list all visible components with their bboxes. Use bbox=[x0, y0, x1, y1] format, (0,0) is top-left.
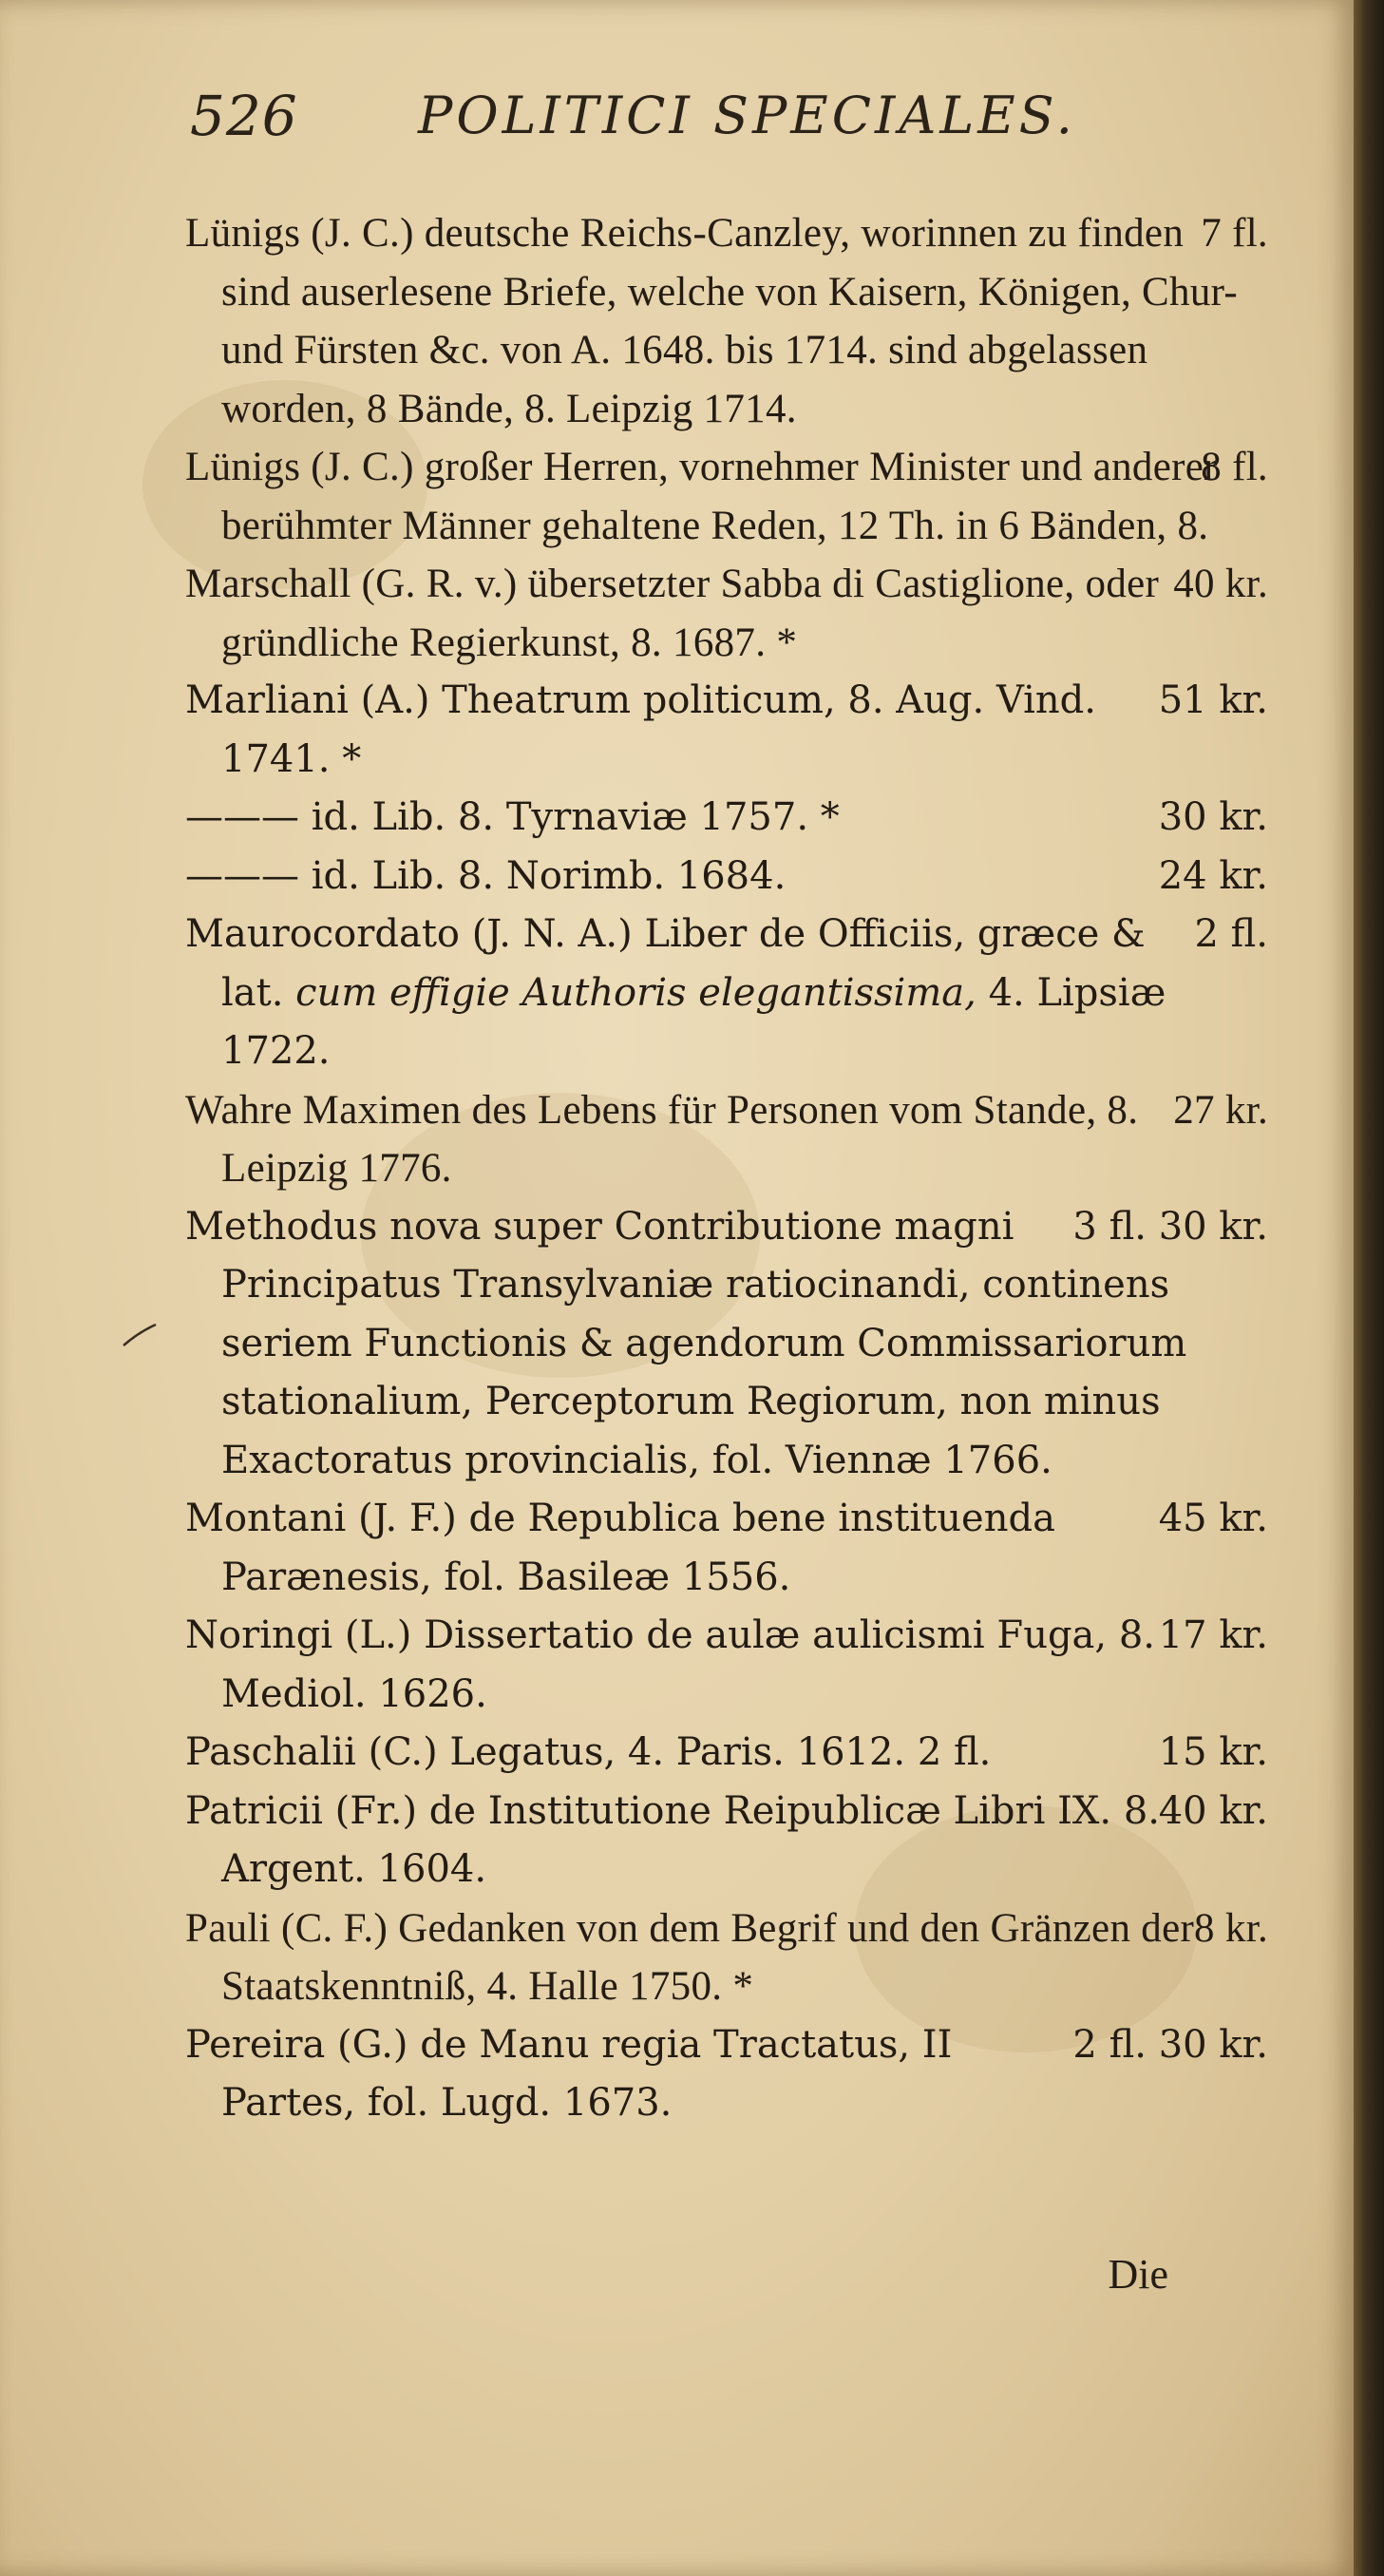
entry-text: Marliani (A.) Theatrum politicum, 8. Aug. Vind. 1741. * bbox=[185, 678, 1097, 781]
entry-italic-note: cum effigie Authoris elegantissima, bbox=[295, 970, 976, 1015]
ink-mark-icon bbox=[122, 1321, 160, 1349]
catalog-entry bbox=[185, 1607, 1268, 1724]
catalog-entry bbox=[185, 555, 1268, 672]
entry-text: Wahre Maximen des Lebens für Personen vom Stande, 8. Leipzig 1776. bbox=[185, 1087, 1139, 1191]
entry-price: 3 fl. 30 kr. bbox=[1072, 1204, 1268, 1249]
entry-text: Lünigs (J. C.) deutsche Reichs-Canzley, worinnen zu finden sind auserlesene Briefe, welche von Kaisern, Königen, Chur- und Fürsten &c. von A. 1648. bis 1714. sind abgelassen worden, 8 Bände, 8. Leipzig 1714. bbox=[185, 211, 1239, 431]
catalog-entry bbox=[185, 1783, 1268, 1899]
entry-text: Paschalii (C.) Legatus, 4. Paris. 1612. 2 fl. bbox=[185, 1730, 992, 1774]
book-edge bbox=[1354, 0, 1384, 2576]
entry-price: 15 kr. bbox=[1158, 1730, 1268, 1774]
catalog-entry bbox=[185, 1899, 1268, 2016]
entry-price: 30 kr. bbox=[1158, 795, 1268, 839]
entry-price: 40 kr. bbox=[1173, 562, 1268, 606]
entry-price: 24 kr. bbox=[1158, 853, 1268, 898]
entry-price: 51 kr. bbox=[1158, 678, 1268, 722]
entry-text: ——— id. Lib. 8. Norimb. 1684. bbox=[185, 853, 787, 898]
entry-text: Lünigs (J. C.) großer Herren, vornehmer Minister und anderer berühmter Männer gehaltene Reden, 12 Th. in 6 Bänden, 8. bbox=[185, 445, 1218, 548]
catalog-entry bbox=[185, 2016, 1268, 2133]
entry-price: 8 kr. bbox=[1194, 1905, 1268, 1951]
catalog-entry bbox=[185, 1490, 1268, 1607]
entry-price: 27 kr. bbox=[1173, 1087, 1268, 1133]
catalog-entry bbox=[185, 1081, 1268, 1198]
catalog-entry bbox=[185, 204, 1268, 438]
catalog-entry bbox=[185, 438, 1268, 555]
catalog-entries bbox=[185, 204, 1268, 2133]
page-number: 526 bbox=[190, 84, 298, 148]
catalog-entry bbox=[185, 672, 1268, 789]
entry-text: Methodus nova super Contributione magni Principatus Transylvaniæ ratiocinandi, continens seriem Functionis & agendorum Commissariorum stationalium, Perceptorum Regiorum, non minus Exactoratus provincialis, fol. Viennæ 1766. bbox=[185, 1204, 1187, 1482]
entry-price: 8 fl. bbox=[1201, 445, 1268, 489]
catalog-entry bbox=[185, 1724, 1268, 1783]
entry-price: 17 kr. bbox=[1158, 1613, 1268, 1657]
entry-text: ——— id. Lib. 8. Tyrnaviæ 1757. * bbox=[185, 795, 840, 839]
entry-text: Maurocordato (J. N. A.) Liber de Officiis, græce & lat. bbox=[185, 912, 1146, 1015]
entry-text-after: 4. Lipsiæ 1722. bbox=[221, 970, 1166, 1073]
catalog-entry bbox=[185, 1198, 1268, 1491]
entry-text: Patricii (Fr.) de Institutione Reipublicæ Libri IX. 8. Argent. 1604. bbox=[185, 1788, 1160, 1891]
entry-price: 7 fl. bbox=[1201, 211, 1268, 256]
entry-text: Montani (J. F.) de Republica bene instituenda Parænesis, fol. Basileæ 1556. bbox=[185, 1497, 1055, 1599]
entry-text: Pauli (C. F.) Gedanken von dem Begrif und den Gränzen der Staatskenntniß, 4. Halle 1750. * bbox=[185, 1905, 1195, 2009]
entry-price: 45 kr. bbox=[1158, 1497, 1268, 1540]
entry-price: 2 fl. 30 kr. bbox=[1072, 2022, 1268, 2067]
catalog-entry bbox=[185, 906, 1268, 1081]
entry-text: Pereira (G.) de Manu regia Tractatus, II Partes, fol. Lugd. 1673. bbox=[185, 2022, 953, 2125]
catalog-entry bbox=[185, 848, 1268, 906]
catalog-entry bbox=[185, 789, 1268, 848]
running-head: POLITICI SPECIALES. bbox=[418, 86, 1076, 145]
entry-text: Noringi (L.) Dissertatio de aulæ aulicismi Fuga, 8. Mediol. 1626. bbox=[185, 1613, 1155, 1716]
catchword: Die bbox=[1108, 2251, 1168, 2298]
entry-price: 2 fl. bbox=[1194, 912, 1268, 956]
entry-price: 40 kr. bbox=[1158, 1788, 1268, 1833]
entry-text: Marschall (G. R. v.) übersetzter Sabba di Castiglione, oder gründliche Regierkunst, 8. 1687. * bbox=[185, 562, 1160, 665]
